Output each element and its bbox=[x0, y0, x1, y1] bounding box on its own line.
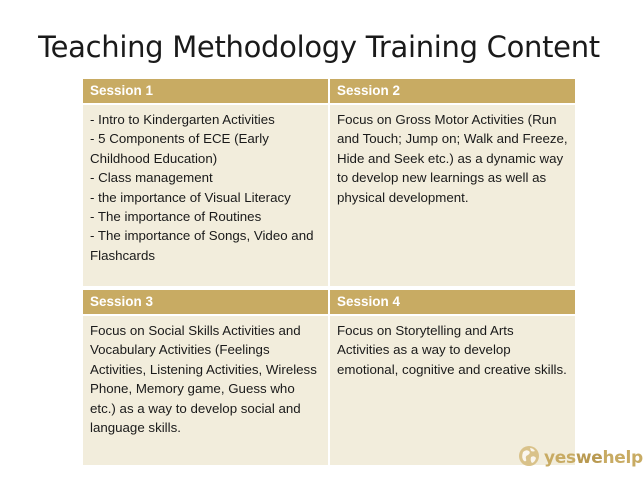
session-3-header: Session 3 bbox=[83, 290, 328, 314]
session-2-content: Focus on Gross Motor Activities (Run and Touch; Jump on; Walk and Freeze, Hide and Seek etc.) as a dynamic way to develop new learnings as well as physical development. bbox=[330, 105, 575, 286]
session-2-header: Session 2 bbox=[330, 79, 575, 103]
session-1-header: Session 1 bbox=[83, 79, 328, 103]
session-3-content: Focus on Social Skills Activities and Vocabulary Activities (Feelings Activities, Listening Activities, Wireless Phone, Memory game, Guess who etc.) as a way to develop social and language skills. bbox=[83, 316, 328, 465]
session-1-content: - Intro to Kindergarten Activities - 5 Components of ECE (Early Childhood Education) - Class management - the importance of Visual Literacy - The importance of Routines - The importance of Songs, Video and Flashcards bbox=[83, 105, 328, 286]
session-4-header: Session 4 bbox=[330, 290, 575, 314]
logo-text-help: help bbox=[602, 448, 643, 468]
logo-text-yes: yes bbox=[544, 448, 576, 468]
yeswehelp-logo bbox=[518, 446, 643, 470]
slide-title: Teaching Methodology Training Content bbox=[38, 30, 600, 64]
session-4-content: Focus on Storytelling and Arts Activities as a way to develop emotional, cognitive and creative skills. bbox=[330, 316, 575, 465]
logo-text-we: we bbox=[575, 448, 603, 468]
logo-text bbox=[544, 448, 643, 468]
globe-icon bbox=[518, 445, 540, 472]
